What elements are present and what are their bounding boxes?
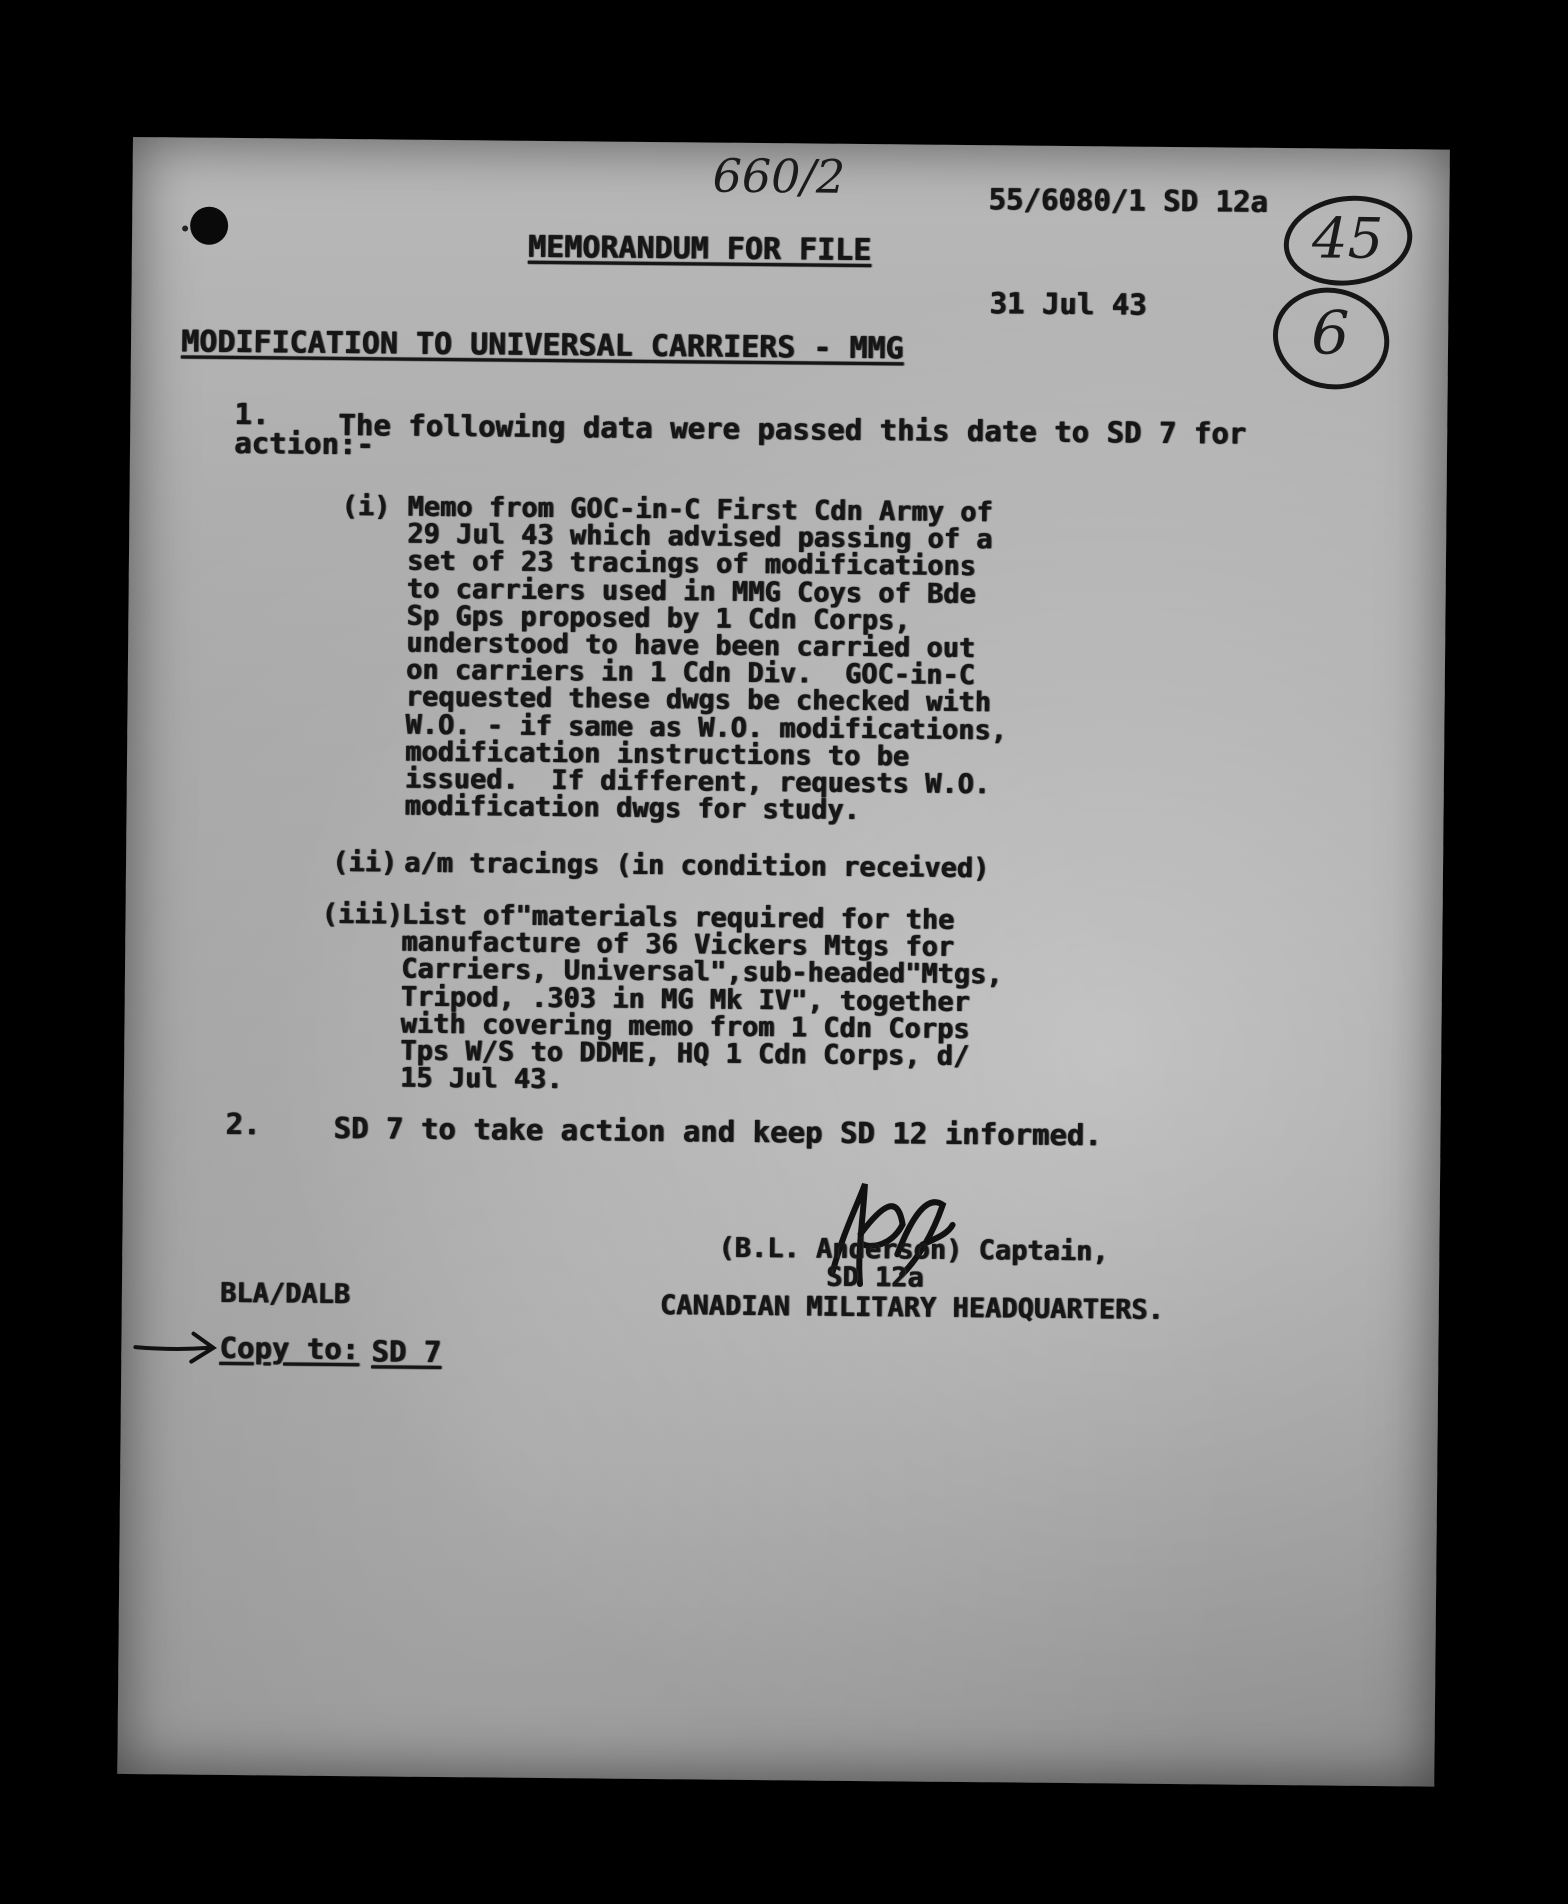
memo-page (117, 137, 1450, 1787)
copy-to-label: Copy to: (219, 1330, 360, 1367)
item-i-line: understood to have been carried out (406, 627, 976, 665)
punch-hole-mark (182, 197, 243, 258)
item-i-line: modification dwgs for study. (404, 790, 860, 827)
para1-text-second: action:- (233, 425, 374, 462)
item-iii-line: 15 Jul 43. (399, 1062, 563, 1096)
item-i-line: on carriers in 1 Cdn Div. GOC-in-C (405, 654, 975, 692)
memo-subject: MODIFICATION TO UNIVERSAL CARRIERS - MMG (180, 324, 904, 367)
item-i-line: modification instructions to be (404, 736, 910, 773)
reference-initials: BLA/DALB (219, 1277, 351, 1311)
item-iii-line: manufacture of 36 Vickers Mtgs for (401, 926, 955, 964)
item-iii-line: Tps W/S to DDME, HQ 1 Cdn Corps, d/ (400, 1035, 970, 1073)
item-iii-number: (iii) (321, 898, 403, 931)
item-i-line: to carriers used in MMG Coys of Bde (406, 573, 976, 610)
item-ii-number: (ii) (331, 846, 398, 879)
item-ii-line: a/m tracings (in condition received) (403, 847, 990, 885)
item-i-line: set of 23 tracings of modifications (406, 546, 977, 583)
signature-unit: SD 12a (825, 1261, 924, 1294)
item-i-line: Sp Gps proposed by 1 Cdn Corps, (406, 600, 911, 637)
item-iii-line: with covering memo from 1 Cdn Corps (400, 1008, 970, 1045)
item-iii-line: Carriers, Universal",sub-headed"Mtgs, (400, 954, 1003, 991)
item-iii-line: List of"materials required for the (401, 899, 955, 936)
para2-text: SD 7 to take action and keep SD 12 informed. (333, 1110, 1102, 1153)
arrow-icon (131, 1327, 221, 1368)
para1-number: 1. (234, 396, 270, 432)
memo-title: MEMORANDUM FOR FILE (527, 229, 872, 269)
item-i-line: requested these dwgs be checked with (405, 682, 991, 719)
para1-text-first: The following data were passed this date to SD 7 for (338, 407, 1247, 451)
item-i-number: (i) (341, 491, 391, 523)
signature-name: (B.L. Anderson) Captain, (718, 1232, 1109, 1268)
item-i-line: issued. If different, requests W.O. (404, 763, 991, 801)
circled-number-45: 45 (1311, 206, 1384, 273)
item-i-line: Memo from GOC-in-C First Cdn Army of (407, 491, 993, 529)
copy-to-value: SD 7 (371, 1334, 442, 1370)
circled-number-6: 6 (1310, 298, 1350, 369)
item-i-line: 29 Jul 43 which advised passing of a (407, 518, 993, 556)
file-reference: 55/6080/1 SD 12a (988, 182, 1268, 219)
item-i-text (404, 491, 1009, 827)
memo-date: 31 Jul 43 (989, 286, 1147, 322)
signature-hq: CANADIAN MILITARY HEADQUARTERS. (659, 1290, 1164, 1326)
handwritten-file-number: 660/2 (712, 148, 846, 204)
item-iii-text (399, 899, 1003, 1098)
para2-number: 2. (225, 1106, 261, 1142)
item-iii-line: Tripod, .303 in MG Mk IV", together (400, 981, 970, 1018)
item-i-line: W.O. - if same as W.O. modifications, (405, 709, 1007, 747)
